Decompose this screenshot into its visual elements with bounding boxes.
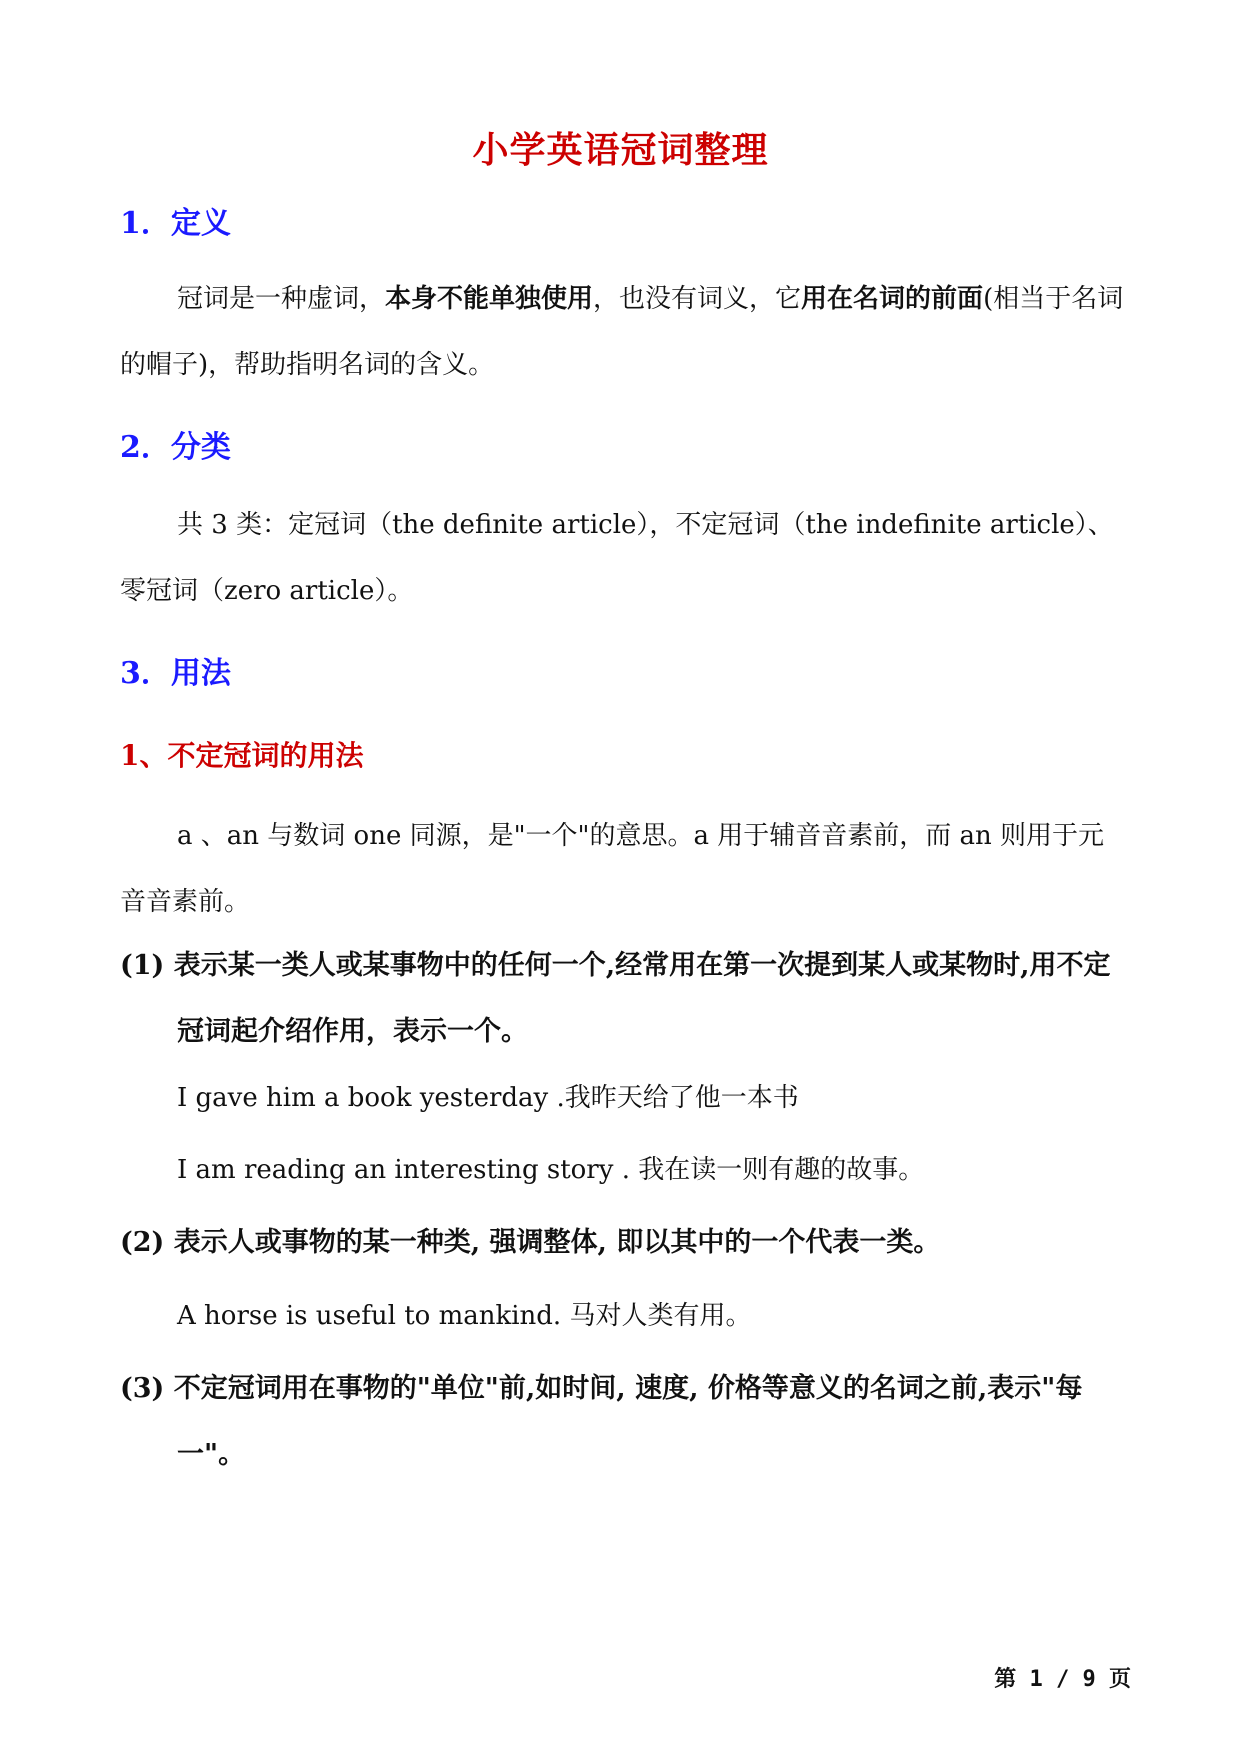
classification-paragraph: 共 3 类：定冠词（the definite article），不定冠词（the indefinite article）、零冠词（zero article）。 — [120, 510, 1114, 606]
subheading-indefinite-article: 1、不定冠词的用法 — [120, 739, 364, 772]
definition-text-3: (相当于名词的帽子)，帮助指明名词的含义。 — [120, 284, 1124, 380]
section-heading-classification: 2．分类 — [120, 430, 231, 465]
indefinite-intro-paragraph: a 、an 与数词 one 同源，是"一个"的意思。a 用于辅音音素前，而 an 则用于元音音素前。 — [120, 821, 1105, 917]
example-sentence-3: A horse is useful to mankind. 马对人类有用。 — [177, 1301, 752, 1331]
page-number: 第 1 / 9 页 — [994, 1667, 1131, 1692]
section-heading-definition: 1．定义 — [120, 206, 231, 241]
definition-bold-1: 本身不能单独使用 — [385, 284, 594, 314]
definition-bold-2: 用在名词的前面 — [801, 284, 984, 314]
section-heading-usage: 3．用法 — [120, 656, 231, 691]
usage-item-2: (2) 表示人或事物的某一种类, 强调整体, 即以其中的一个代表一类。 — [120, 1227, 941, 1258]
example-sentence-2: I am reading an interesting story . 我在读一则有趣的故事。 — [177, 1155, 925, 1185]
definition-text-2: ，也没有词义，它 — [593, 284, 802, 314]
usage-item-3: (3) 不定冠词用在事物的"单位"前,如时间, 速度, 价格等意义的名词之前,表示"每一"。 — [120, 1373, 1083, 1470]
document-title: 小学英语冠词整理 — [472, 129, 769, 171]
definition-paragraph — [120, 266, 1130, 398]
example-sentence-1: I gave him a book yesterday .我昨天给了他一本书 — [177, 1083, 799, 1113]
definition-text-1: 冠词是一种虚词， — [177, 284, 386, 314]
usage-item-1: (1) 表示某一类人或某事物中的任何一个,经常用在第一次提到某人或某物时,用不定冠词起介绍作用，表示一个。 — [120, 950, 1111, 1047]
